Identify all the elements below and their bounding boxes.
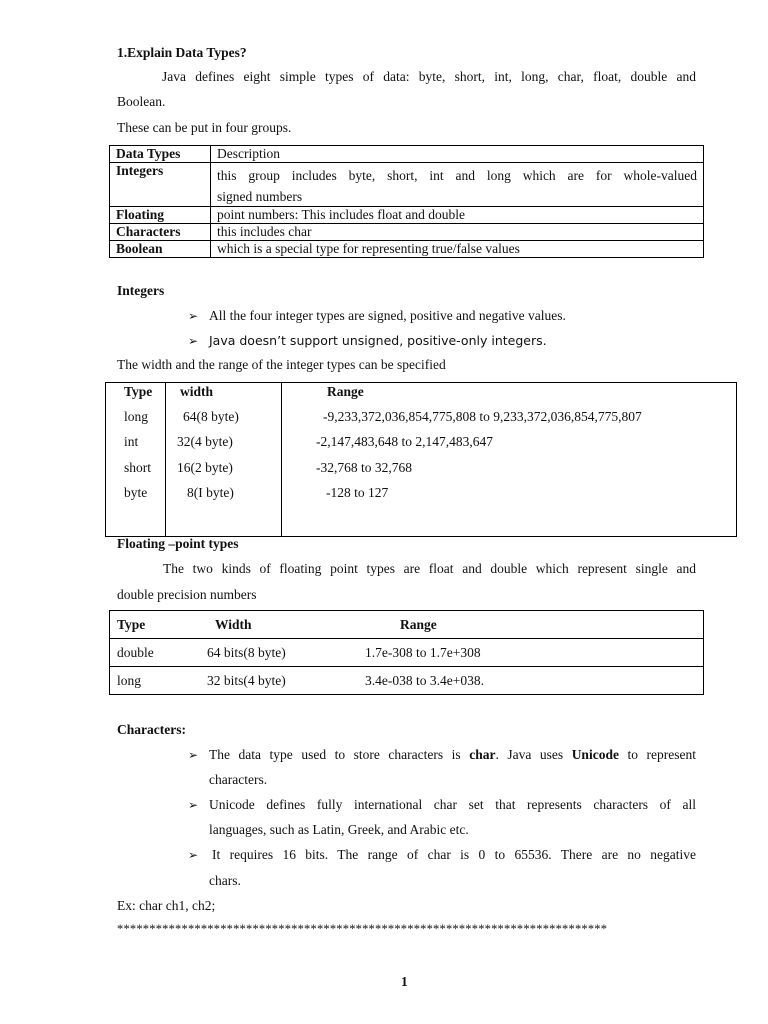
range-cell: -128 to 127: [326, 485, 389, 500]
bold-text: char: [469, 747, 496, 762]
width-cell: 8(I byte): [187, 485, 234, 500]
width-cell: 64 bits(8 byte): [207, 639, 355, 667]
width-cell: 64(8 byte): [183, 409, 239, 424]
list-item: All the four integer types are signed, positive and negative values.: [209, 308, 566, 323]
type-cell: double: [110, 639, 208, 667]
type-cell: Characters: [110, 224, 211, 241]
width-cell: 32(4 byte): [177, 434, 233, 449]
description-cell: point numbers: This includes float and double: [211, 207, 704, 224]
list-item-continuation: chars.: [209, 873, 241, 888]
type-cell: Boolean: [110, 241, 211, 258]
page-title: 1.Explain Data Types?: [117, 45, 247, 60]
width-cell: 32 bits(4 byte): [207, 667, 355, 695]
intro-paragraph-line1: Java defines eight simple types of data: byte, short, int, long, char, float, double and: [162, 69, 696, 84]
list-item: It requires 16 bits. The range of char is 0 to 65536. There are no negative: [212, 847, 696, 862]
type-cell: int: [124, 434, 139, 449]
type-cell: Integers: [110, 163, 211, 207]
type-cell: long: [110, 667, 208, 695]
arrow-bullet-icon: ➢: [188, 848, 199, 862]
list-item-continuation: characters.: [209, 772, 268, 787]
range-cell: -32,768 to 32,768: [316, 460, 412, 475]
header-cell: Range: [355, 611, 704, 639]
example-line: Ex: char ch1, ch2;: [117, 898, 216, 913]
characters-heading: Characters:: [117, 722, 186, 737]
arrow-bullet-icon: ➢: [188, 748, 199, 762]
table-row: [110, 224, 704, 241]
intro-paragraph-line2: Boolean.: [117, 94, 166, 109]
description-cell: [211, 163, 704, 207]
range-cell: -2,147,483,648 to 2,147,483,647: [316, 434, 493, 449]
floating-paragraph-line1: The two kinds of floating point types are float and double which represent single and: [163, 561, 696, 576]
list-item: [209, 747, 696, 763]
table-row: [110, 241, 704, 258]
width-cell: 16(2 byte): [177, 460, 233, 475]
table-row: [110, 163, 704, 207]
floating-heading: Floating –point types: [117, 536, 239, 551]
header-cell: Data Types: [110, 146, 211, 163]
text-span: to represent: [618, 747, 696, 762]
separator-line: ****************************************************************************: [117, 922, 608, 936]
description-cell: which is a special type for representing true/false values: [211, 241, 704, 258]
table-header-row: [110, 146, 704, 163]
arrow-bullet-icon: ➢: [188, 798, 199, 812]
data-types-table: [109, 145, 704, 258]
text-span: . Java uses: [495, 747, 572, 762]
header-cell: Width: [207, 611, 355, 639]
column-divider: [165, 383, 166, 536]
column-divider: [281, 383, 282, 536]
header-cell: Description: [211, 146, 704, 163]
width-range-line: The width and the range of the integer types can be specified: [117, 357, 446, 372]
integers-heading: Integers: [117, 283, 165, 298]
type-cell: byte: [124, 485, 148, 500]
header-cell: Type: [110, 611, 208, 639]
type-cell: long: [124, 409, 149, 424]
text-span: The data type used to store characters is: [209, 747, 470, 762]
page-number: 1: [401, 974, 408, 989]
arrow-bullet-icon: ➢: [188, 334, 199, 348]
list-item: Java doesn’t support unsigned, positive-only integers.: [209, 333, 547, 348]
floating-paragraph-line2: double precision numbers: [117, 587, 257, 602]
description-line: signed numbers: [217, 189, 303, 204]
table-header-row: [110, 611, 704, 639]
description-line: this group includes byte, short, int and long which are for whole-valued: [217, 168, 697, 183]
range-cell: 1.7e-308 to 1.7e+308: [355, 639, 704, 667]
header-cell: Range: [327, 384, 364, 399]
type-cell: Floating: [110, 207, 211, 224]
arrow-bullet-icon: ➢: [188, 309, 199, 323]
range-cell: 3.4e-038 to 3.4e+038.: [355, 667, 704, 695]
range-cell: -9,233,372,036,854,775,808 to 9,233,372,036,854,775,807: [323, 409, 642, 424]
groups-line: These can be put in four groups.: [117, 120, 292, 135]
floating-types-table: [109, 610, 704, 695]
table-row: [110, 207, 704, 224]
header-cell: Type: [124, 384, 153, 399]
table-row: [110, 667, 704, 695]
type-cell: short: [124, 460, 151, 475]
bold-text: Unicode: [571, 747, 619, 762]
header-cell: width: [180, 384, 214, 399]
list-item: Unicode defines fully international char set that represents characters of all: [209, 797, 696, 812]
description-cell: this includes char: [211, 224, 704, 241]
list-item-continuation: languages, such as Latin, Greek, and Arabic etc.: [209, 822, 469, 837]
table-row: [110, 639, 704, 667]
